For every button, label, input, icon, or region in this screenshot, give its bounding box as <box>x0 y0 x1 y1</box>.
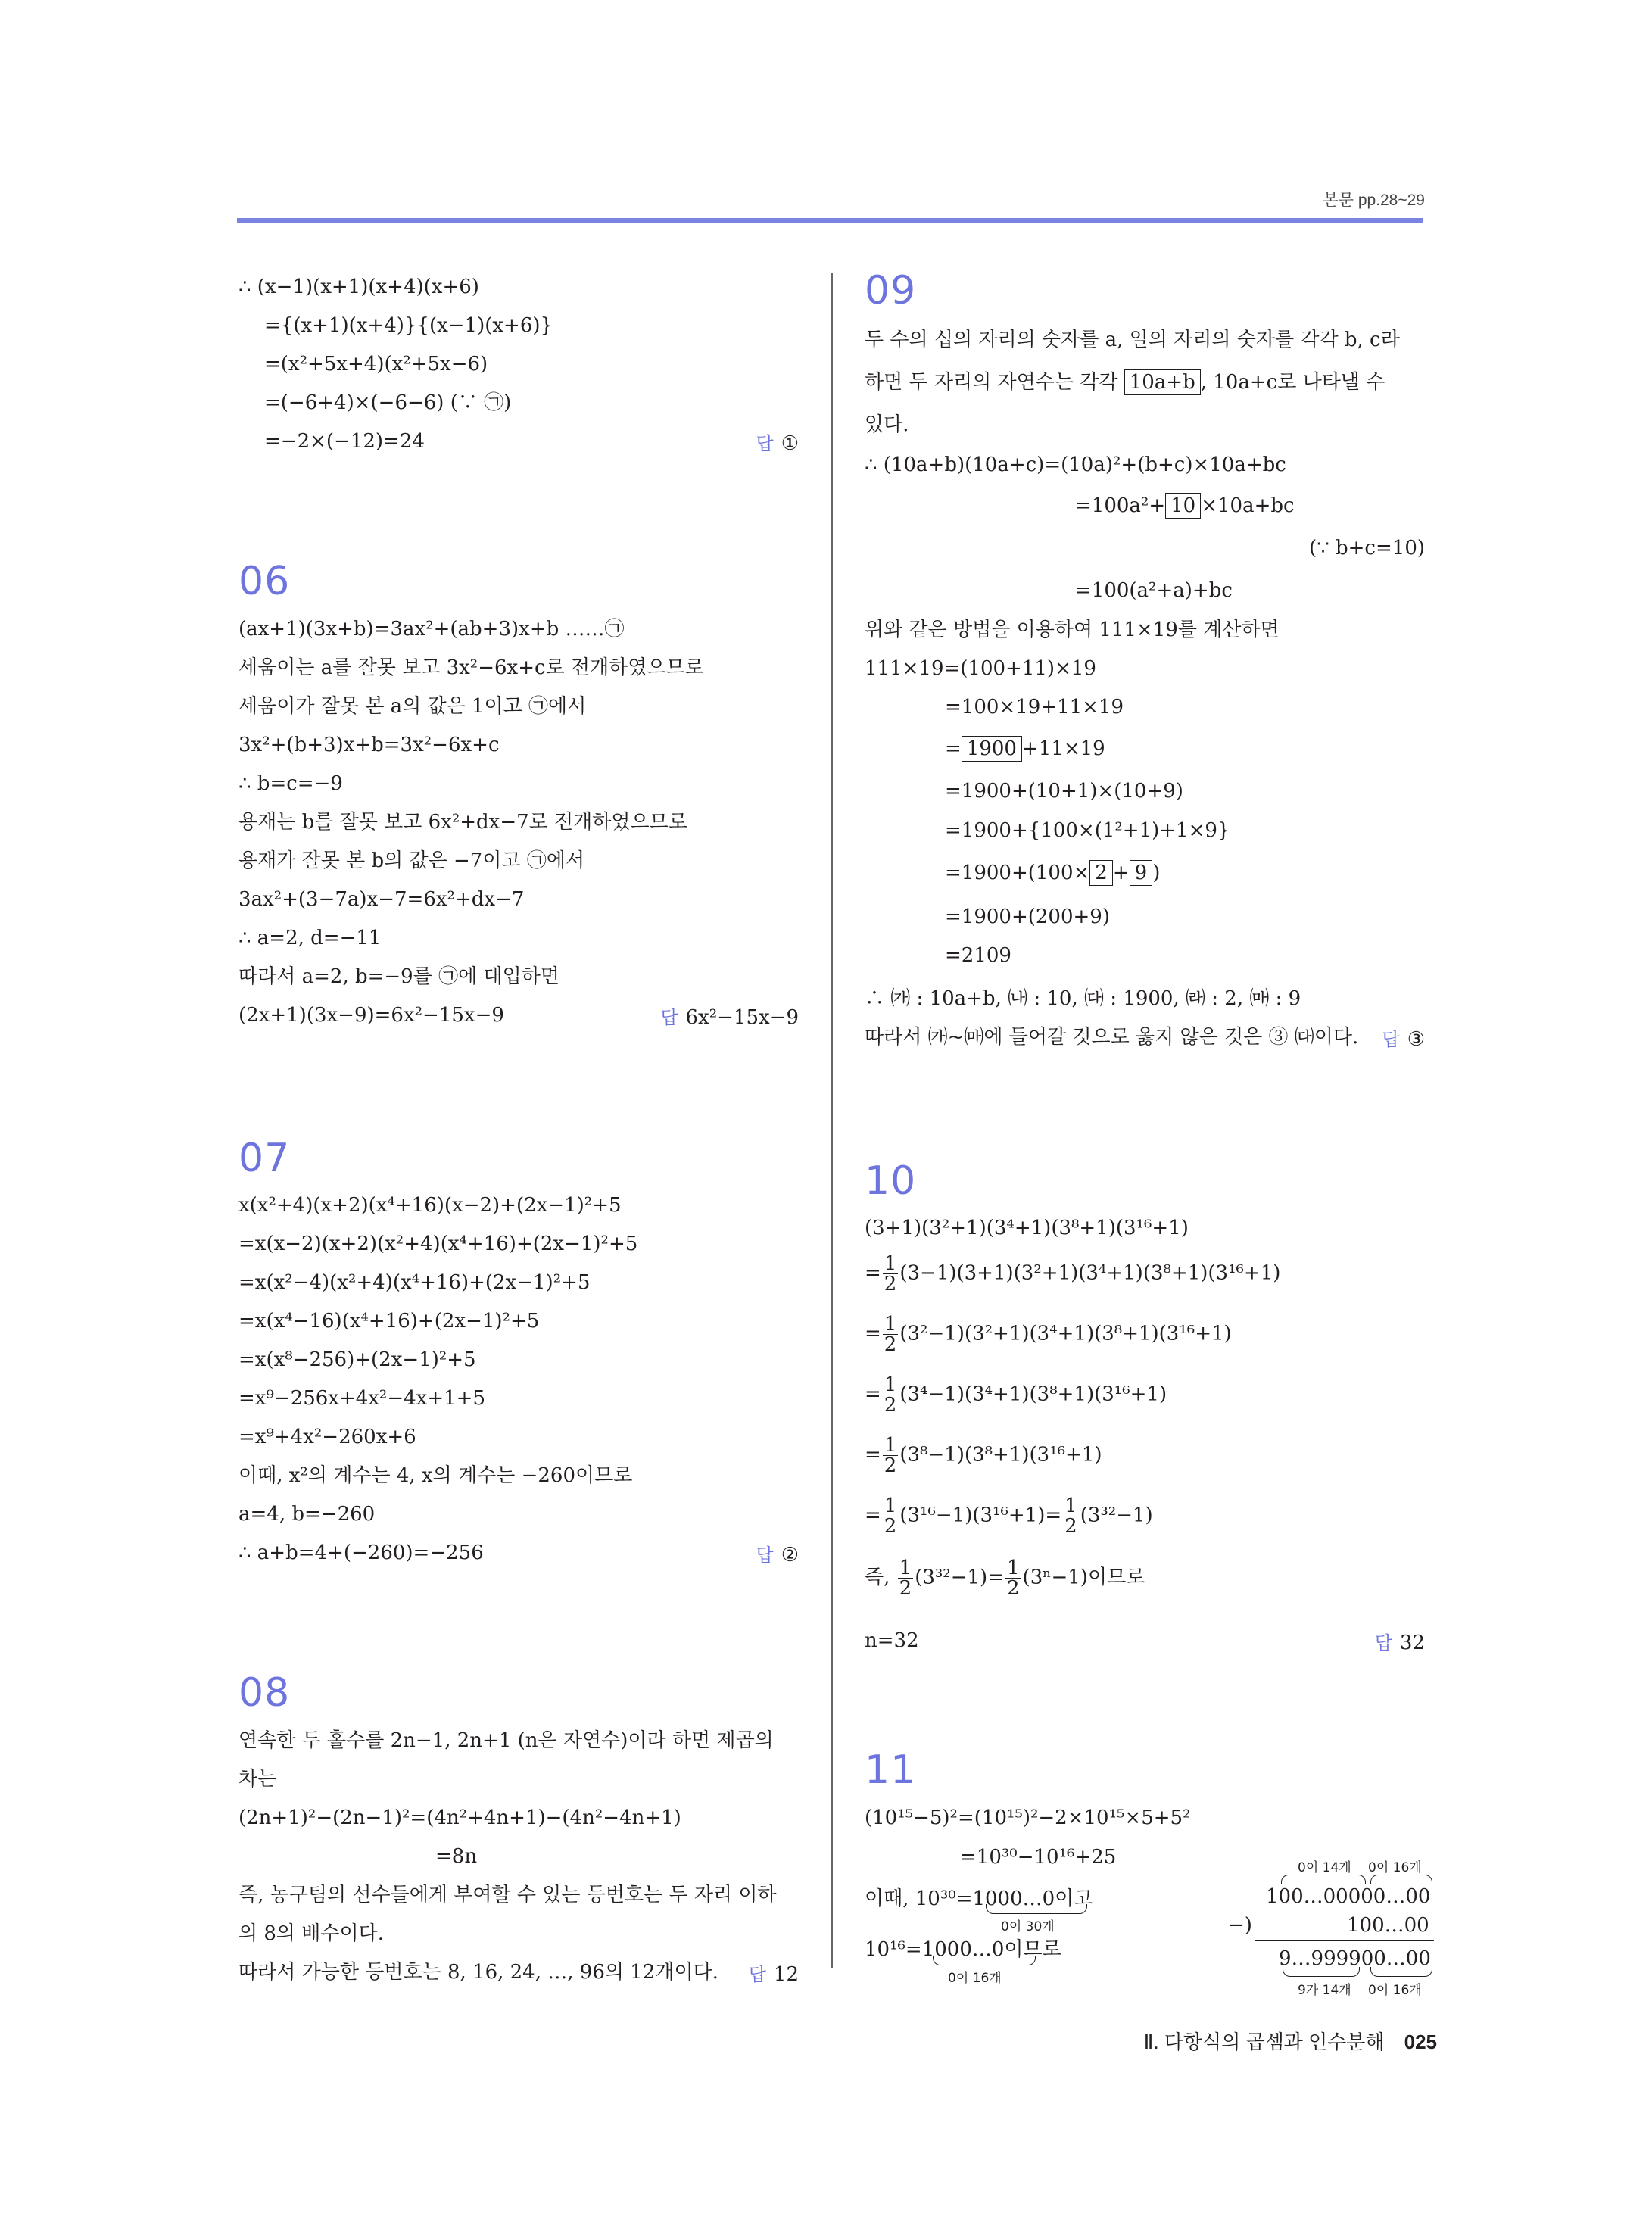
page-ref: 본문 pp.28~29 <box>1323 192 1425 209</box>
fraction-denominator: 2 <box>1007 1577 1020 1600</box>
fraction-denominator: 2 <box>899 1577 912 1600</box>
answer-box: 9 <box>1130 860 1153 886</box>
answer-value: ③ <box>1407 1028 1425 1051</box>
solution-line: (ax+1)(3x+b)=3ax²+(ab+3)x+b ……㉠ <box>238 618 625 641</box>
solution-line: ∴ (x−1)(x+1)(x+4)(x+6) <box>238 276 479 298</box>
underbrace <box>1283 1967 1360 1977</box>
text-span: (3ⁿ−1)이므로 <box>1022 1566 1145 1589</box>
equals-sign: = <box>865 1443 881 1467</box>
solution-line: =8n <box>435 1845 478 1868</box>
text-span: =1900+(100× <box>945 862 1090 884</box>
answer-box: 1900 <box>962 736 1022 762</box>
answer-mark: 답 <box>1374 1632 1392 1654</box>
problem-number: 11 <box>865 1747 917 1793</box>
answer-mark: 답 <box>756 433 774 454</box>
equals-sign: = <box>865 1322 881 1345</box>
solution-line: 세움이가 잘못 본 a의 값은 1이고 ㉠에서 <box>238 695 587 718</box>
answer <box>1382 1024 1426 1051</box>
text-span: 즉, <box>865 1566 896 1589</box>
solution-line <box>865 1314 1232 1354</box>
answer-mark: 답 <box>1382 1029 1400 1050</box>
solution-line: =(−6+4)×(−6−6) (∵ ㉠) <box>264 391 512 414</box>
calc-row: 100…00 <box>1347 1914 1429 1937</box>
solution-line: =−2×(−12)=24 <box>264 430 425 453</box>
text-span: ×10a+bc <box>1201 494 1295 517</box>
underbrace <box>1370 1967 1432 1977</box>
fraction-half <box>883 1496 899 1536</box>
fraction-half <box>1005 1558 1021 1598</box>
solution-line: 위와 같은 방법을 이용하여 111×19를 계산하면 <box>865 619 1280 641</box>
solution-line: 용재는 b를 잘못 보고 6x²+dx−7로 전개하였으므로 <box>238 811 687 834</box>
fraction-numerator: 1 <box>899 1557 912 1579</box>
fraction-numerator: 1 <box>884 1313 897 1336</box>
fraction-denominator: 2 <box>884 1333 897 1356</box>
fraction-numerator: 1 <box>884 1373 897 1396</box>
column-divider <box>831 273 833 1968</box>
underbrace <box>986 1904 1087 1914</box>
underbrace <box>933 1956 1036 1965</box>
fraction-half <box>883 1254 899 1294</box>
page-number: 025 <box>1404 2031 1437 2053</box>
text-span: (3−1)(3+1)(3²+1)(3⁴+1)(3⁸+1)(3¹⁶+1) <box>899 1261 1281 1285</box>
answer <box>756 1540 800 1566</box>
solution-line: 이때, 10³⁰=1000…0이고 <box>865 1887 1093 1910</box>
answer-box: 2 <box>1089 860 1113 886</box>
solution-line: ∴ (10a+b)(10a+c)=(10a)²+(b+c)×10a+bc <box>865 454 1286 476</box>
solution-line <box>945 736 1105 762</box>
solution-line: 있다. <box>865 413 909 436</box>
solution-line: ={(x+1)(x+4)}{(x−1)(x+6)} <box>264 314 553 337</box>
solution-line: (10¹⁵−5)²=(10¹⁵)²−2×10¹⁵×5+5² <box>865 1806 1191 1829</box>
solution-line: =x⁹+4x²−260x+6 <box>238 1426 416 1448</box>
answer <box>1375 1628 1425 1654</box>
fraction-denominator: 2 <box>884 1454 897 1477</box>
text-span: 하면 두 자리의 자연수는 각각 <box>865 371 1118 394</box>
solution-line: =x(x²−4)(x²+4)(x⁴+16)+(2x−1)²+5 <box>238 1271 591 1294</box>
fraction-denominator: 2 <box>884 1394 897 1417</box>
solution-line: 즉, 농구팀의 선수들에게 부여할 수 있는 등번호는 두 자리 이하 <box>238 1884 777 1906</box>
solution-line: =100(a²+a)+bc <box>1075 579 1233 602</box>
brace-label: 0이 16개 <box>1368 1860 1422 1875</box>
calc-row: 9…999900…00 <box>1279 1947 1431 1970</box>
solution-line: 따라서 ㈎~㈒에 들어갈 것으로 옳지 않은 것은 ③ ㈐이다. <box>865 1026 1359 1049</box>
solution-line: 3x²+(b+3)x+b=3x²−6x+c <box>238 734 500 756</box>
solution-line: a=4, b=−260 <box>238 1503 376 1526</box>
text-span: = <box>945 737 962 760</box>
solution-line: (2x+1)(3x−9)=6x²−15x−9 <box>238 1004 504 1027</box>
problem-number: 09 <box>865 268 917 313</box>
solution-line: x(x²+4)(x+2)(x⁴+16)(x−2)+(2x−1)²+5 <box>238 1194 622 1217</box>
text-span: +11×19 <box>1021 737 1105 760</box>
fraction-half <box>883 1375 899 1415</box>
calc-minus: −) <box>1228 1914 1252 1937</box>
calc-rule <box>1255 1940 1434 1941</box>
chapter-title: Ⅱ. 다항식의 곱셈과 인수분해 <box>1143 2031 1385 2053</box>
equals-sign: = <box>865 1382 881 1406</box>
solution-line <box>865 369 1385 395</box>
solution-line: (2n+1)²−(2n−1)²=(4n²+4n+1)−(4n²−4n+1) <box>238 1806 681 1829</box>
solution-line: 차는 <box>238 1768 277 1791</box>
problem-number: 07 <box>238 1136 291 1181</box>
equals-sign: = <box>865 1504 881 1527</box>
solution-line: =1900+(200+9) <box>945 906 1110 928</box>
solution-line <box>945 860 1160 886</box>
answer-value: ① <box>781 432 799 455</box>
solution-line <box>865 1375 1167 1415</box>
solution-line: 이때, x²의 계수는 4, x의 계수는 −260이므로 <box>238 1464 633 1487</box>
solution-line: ∴ a+b=4+(−260)=−256 <box>238 1541 484 1564</box>
solution-line: 용재가 잘못 본 b의 값은 −7이고 ㉠에서 <box>238 849 585 872</box>
fraction-numerator: 1 <box>884 1495 897 1517</box>
text-span: (3³²−1) <box>1080 1504 1153 1527</box>
answer-value: 32 <box>1399 1632 1425 1654</box>
fraction-denominator: 2 <box>884 1515 897 1538</box>
answer <box>749 1959 799 1986</box>
solution-line: =x⁹−256x+4x²−4x+1+5 <box>238 1387 486 1410</box>
problem-number: 08 <box>238 1670 291 1716</box>
solution-line: 의 8의 배수이다. <box>238 1922 385 1945</box>
solution-line: =x(x⁸−256)+(2x−1)²+5 <box>238 1348 476 1371</box>
solution-line: 따라서 a=2, b=−9를 ㉠에 대입하면 <box>238 965 559 988</box>
text-span: (3⁸−1)(3⁸+1)(3¹⁶+1) <box>899 1443 1102 1467</box>
text-span: (3¹⁶−1)(3¹⁶+1)= <box>899 1504 1062 1527</box>
answer <box>660 1002 799 1029</box>
solution-line <box>865 1254 1280 1294</box>
solution-line: (∵ b+c=10) <box>1309 537 1425 560</box>
answer-value: ② <box>781 1544 799 1566</box>
answer-mark: 답 <box>748 1964 766 1985</box>
answer-box: 10 <box>1165 493 1201 519</box>
fraction-denominator: 2 <box>884 1273 897 1295</box>
text-span: (3³²−1)= <box>915 1566 1004 1589</box>
equals-sign: = <box>865 1261 881 1285</box>
solution-line: =1900+{100×(1²+1)+1×9} <box>945 819 1230 842</box>
answer-mark: 답 <box>756 1545 774 1566</box>
header-rule <box>237 218 1423 223</box>
answer <box>756 429 800 455</box>
solution-line: 두 수의 십의 자리의 숫자를 a, 일의 자리의 숫자를 각각 b, c라 <box>865 329 1400 351</box>
answer-box: 10a+b <box>1124 369 1201 395</box>
fraction-half <box>1063 1496 1079 1536</box>
solution-line: =x(x−2)(x+2)(x²+4)(x⁴+16)+(2x−1)²+5 <box>238 1233 638 1255</box>
text-span: ) <box>1152 862 1161 884</box>
solution-line: ∴ a=2, d=−11 <box>238 927 382 949</box>
solution-line: 연속한 두 홀수를 2n−1, 2n+1 (n은 자연수)이라 하면 제곱의 <box>238 1729 774 1752</box>
problem-number: 06 <box>238 559 291 604</box>
text-span: (3²−1)(3²+1)(3⁴+1)(3⁸+1)(3¹⁶+1) <box>899 1322 1232 1345</box>
fraction-numerator: 1 <box>1064 1495 1077 1517</box>
page-footer <box>1144 2027 1437 2055</box>
solution-line: =x(x⁴−16)(x⁴+16)+(2x−1)²+5 <box>238 1310 540 1333</box>
solution-line <box>1075 493 1295 519</box>
solution-line: n=32 <box>865 1629 919 1652</box>
solution-line: =100×19+11×19 <box>945 696 1124 719</box>
calc-row: 100…00000…00 <box>1266 1885 1431 1908</box>
solution-line: ∴ ㈎ : 10a+b, ㈏ : 10, ㈐ : 1900, ㈑ : 2, ㈒ : 9 <box>865 987 1301 1010</box>
problem-number: 10 <box>865 1158 917 1204</box>
solution-line: 3ax²+(3−7a)x−7=6x²+dx−7 <box>238 888 525 911</box>
text-span: =100a²+ <box>1075 494 1166 517</box>
solution-line: 따라서 가능한 등번호는 8, 16, 24, …, 96의 12개이다. <box>238 1961 718 1984</box>
solution-line: 111×19=(100+11)×19 <box>865 657 1096 680</box>
brace-label: 9가 14개 <box>1298 1983 1351 1998</box>
solution-line: =2109 <box>945 944 1011 967</box>
text-span: + <box>1112 862 1130 884</box>
fraction-numerator: 1 <box>884 1252 897 1275</box>
brace-label: 0이 30개 <box>1001 1919 1055 1934</box>
solution-line <box>865 1496 1153 1536</box>
text-span: (3⁴−1)(3⁴+1)(3⁸+1)(3¹⁶+1) <box>899 1382 1167 1406</box>
answer-mark: 답 <box>660 1007 678 1028</box>
solution-line: =1900+(10+1)×(10+9) <box>945 780 1183 803</box>
brace-label: 0이 14개 <box>1298 1860 1351 1875</box>
solution-line: =10³⁰−10¹⁶+25 <box>960 1846 1117 1869</box>
solution-line: 세움이는 a를 잘못 보고 3x²−6x+c로 전개하였으므로 <box>238 656 704 679</box>
fraction-half <box>883 1435 899 1476</box>
answer-value: 6x²−15x−9 <box>685 1006 799 1029</box>
fraction-half <box>883 1314 899 1354</box>
brace-label: 0이 16개 <box>948 1971 1002 1986</box>
fraction-numerator: 1 <box>1007 1557 1020 1579</box>
solution-line: =(x²+5x+4)(x²+5x−6) <box>264 353 488 376</box>
solution-line <box>865 1558 1145 1598</box>
brace-label: 0이 16개 <box>1368 1983 1422 1998</box>
fraction-denominator: 2 <box>1064 1515 1077 1538</box>
solution-line: (3+1)(3²+1)(3⁴+1)(3⁸+1)(3¹⁶+1) <box>865 1217 1189 1239</box>
text-span: , 10a+c로 나타낼 수 <box>1200 371 1385 394</box>
fraction-numerator: 1 <box>884 1434 897 1457</box>
answer-value: 12 <box>773 1963 799 1986</box>
solution-line: 10¹⁶=1000…0이므로 <box>865 1938 1061 1961</box>
solution-line <box>865 1435 1102 1476</box>
fraction-half <box>898 1558 914 1598</box>
solution-line: ∴ b=c=−9 <box>238 772 343 795</box>
